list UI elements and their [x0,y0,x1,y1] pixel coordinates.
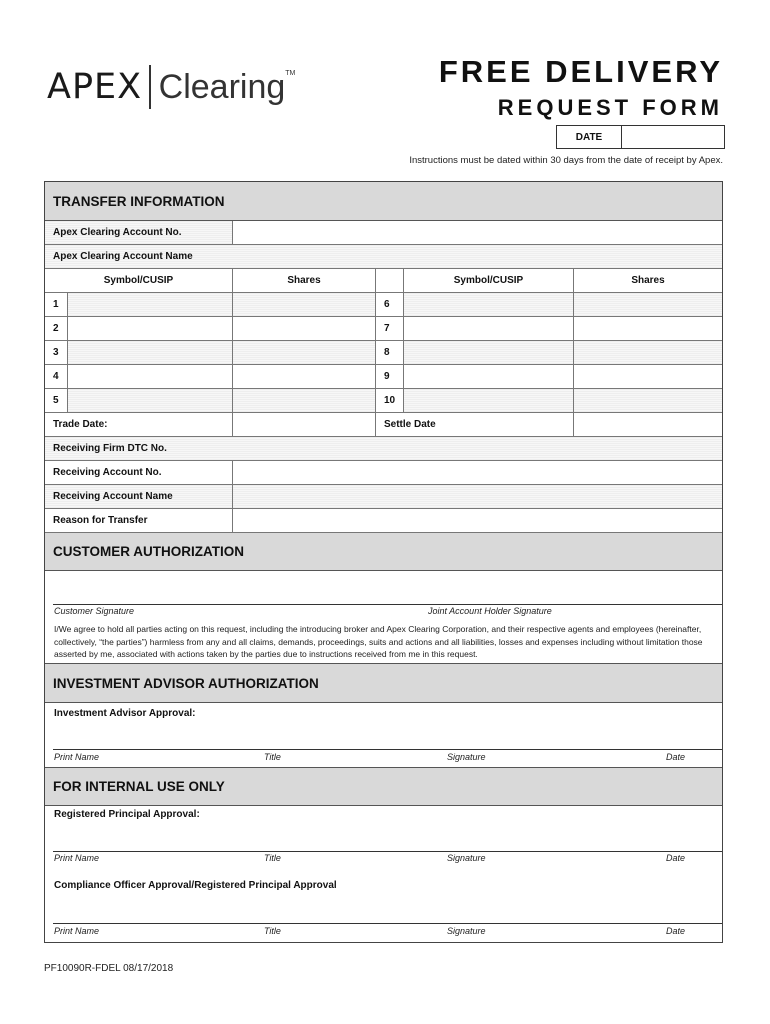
row-number: 1 [53,299,59,310]
customer-signature-line [53,604,722,605]
compliance-signature-line[interactable] [53,923,722,924]
compliance-signature-label: Signature [447,926,486,936]
dtc-row [45,437,722,461]
symbol-input[interactable] [67,317,232,340]
table-row [45,317,722,341]
table-row [45,389,722,413]
internal-section-header [45,767,722,806]
account-no-input[interactable] [232,221,722,244]
advisor-print-name-label: Print Name [54,752,100,762]
compliance-date-label: Date [666,926,686,936]
reason-row [45,509,722,533]
symbol-input[interactable] [403,389,573,412]
principal-approval-label: Registered Principal Approval: [54,809,200,820]
shares-input[interactable] [573,389,722,412]
transfer-section-header [45,182,722,221]
shares-input[interactable] [573,293,722,316]
table-row [45,365,722,389]
internal-heading: FOR INTERNAL USE ONLY [53,779,225,794]
shares-input[interactable] [232,341,375,364]
shares-input[interactable] [232,365,375,388]
row-number: 8 [375,341,403,364]
logo-apex-text: APEX [47,67,143,107]
advisor-signature-label: Signature [447,752,486,762]
date-box [556,125,725,149]
form-code: PF10090R-FDEL 08/17/2018 [44,963,174,974]
shares-input[interactable] [573,365,722,388]
account-no-row [45,221,722,245]
settle-date-label: Settle Date [375,413,573,436]
row-number: 10 [375,389,403,412]
symbol-input[interactable] [403,293,573,316]
header-gap [375,269,403,292]
logo-clearing-text: Clearing [158,67,286,106]
principal-title-label: Title [264,853,281,863]
form-container [44,181,723,943]
logo-divider [149,65,151,109]
row-number: 5 [53,395,59,406]
customer-signature-area[interactable] [45,571,722,604]
symbol-input[interactable] [403,341,573,364]
symbol-input[interactable] [67,341,232,364]
recv-name-input[interactable] [232,485,722,508]
date-label: DATE [557,126,622,148]
principal-print-name-label: Print Name [54,853,100,863]
trade-date-label: Trade Date: [53,419,108,430]
advisor-date-label: Date [666,752,686,762]
compliance-approval-label: Compliance Officer Approval/Registered Principal Approval [54,880,337,891]
dtc-label: Receiving Firm DTC No. [45,437,722,460]
shares-input[interactable] [573,317,722,340]
row-number: 4 [53,371,59,382]
advisor-signature-line[interactable] [53,749,722,750]
col-symbol-left: Symbol/CUSIP [103,275,174,286]
col-shares-left: Shares [232,269,375,292]
shares-input[interactable] [232,293,375,316]
instructions-text: Instructions must be dated within 30 days from the date of receipt by Apex. [409,155,723,166]
recv-no-row [45,461,722,485]
recv-name-row [45,485,722,509]
trade-date-input[interactable] [232,413,375,436]
symbol-input[interactable] [67,293,232,316]
table-row [45,341,722,365]
securities-header-row [45,269,722,293]
transfer-heading: TRANSFER INFORMATION [53,193,225,209]
row-number: 7 [375,317,403,340]
account-name-row [45,245,722,269]
row-number: 6 [375,293,403,316]
apex-clearing-logo [47,62,295,112]
symbol-input[interactable] [403,317,573,340]
shares-input[interactable] [232,389,375,412]
compliance-print-name-label: Print Name [54,926,100,936]
customer-heading: CUSTOMER AUTHORIZATION [53,544,244,559]
recv-name-label: Receiving Account Name [45,485,232,508]
customer-signature-label: Customer Signature [54,606,135,616]
principal-date-label: Date [666,853,686,863]
recv-no-input[interactable] [232,461,722,484]
table-row [45,293,722,317]
form-subtitle: REQUEST FORM [497,95,723,120]
advisor-section-header [45,663,722,703]
recv-no-label: Receiving Account No. [53,467,162,478]
account-no-label: Apex Clearing Account No. [45,221,232,244]
customer-section-header [45,533,722,571]
symbol-input[interactable] [67,389,232,412]
logo-trademark: TM [285,70,296,77]
row-number: 9 [375,365,403,388]
symbol-input[interactable] [67,365,232,388]
row-number: 3 [53,347,59,358]
advisor-approval-label: Investment Advisor Approval: [54,708,196,719]
authorization-paragraph: I/We agree to hold all parties acting on this request, including the introducing broker and Apex Clearing Corporation, and their respective agents and employees (hereinafter, collectively, “the parties”) harmless from any and all claims, demands, proceedings, suits and actions and all liabilities, losses and expenses including without limitation those asserted by me, associated with actions taken by the parties due to instructions received from me in this request. [54,624,703,659]
reason-label: Reason for Transfer [53,515,148,526]
settle-date-input[interactable] [573,413,722,436]
col-shares-right: Shares [573,269,722,292]
shares-input[interactable] [232,317,375,340]
form-title: FREE DELIVERY [438,54,723,89]
principal-signature-label: Signature [447,853,486,863]
col-symbol-right: Symbol/CUSIP [403,269,573,292]
reason-input[interactable] [232,509,722,532]
symbol-input[interactable] [403,365,573,388]
advisor-title-label: Title [264,752,281,762]
principal-signature-line[interactable] [53,851,722,852]
compliance-title-label: Title [264,926,281,936]
advisor-heading: INVESTMENT ADVISOR AUTHORIZATION [53,675,319,691]
date-input[interactable] [622,126,724,148]
shares-input[interactable] [573,341,722,364]
trade-settle-row [45,413,722,437]
account-name-label: Apex Clearing Account Name [45,245,722,268]
joint-signature-label: Joint Account Holder Signature [428,606,552,616]
row-number: 2 [53,323,59,334]
